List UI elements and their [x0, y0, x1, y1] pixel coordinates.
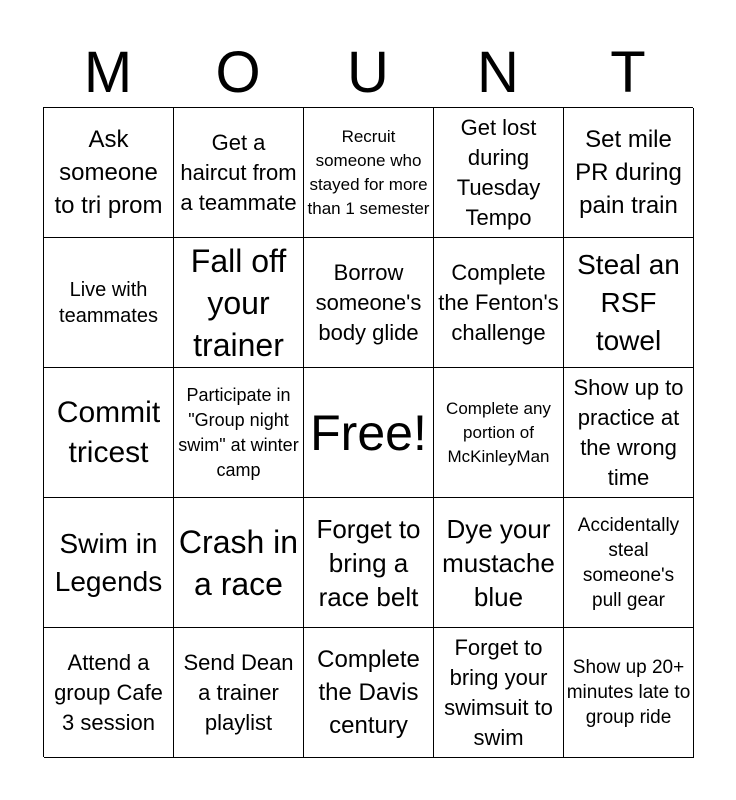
bingo-cell[interactable] [174, 628, 304, 758]
cell-text: Complete the Fenton's challenge [438, 259, 559, 345]
bingo-cell[interactable] [304, 238, 434, 368]
bingo-cell[interactable] [564, 108, 694, 238]
header-letter-t: T [610, 40, 646, 105]
cell-text: Show up 20+ minutes late to group ride [566, 657, 691, 728]
bingo-cell[interactable] [174, 108, 304, 238]
bingo-cell[interactable] [44, 628, 174, 758]
bingo-cell[interactable] [44, 498, 174, 628]
bingo-cell[interactable] [174, 238, 304, 368]
cell-text: Participate in "Group night swim" at winter camp [178, 384, 299, 480]
header-letter-o: O [215, 40, 261, 105]
cell-text: Send Dean a trainer playlist [183, 649, 294, 735]
cell-text: Live with teammates [59, 278, 158, 327]
bingo-cell[interactable] [44, 368, 174, 498]
cell-text: Accidentally steal someone's pull gear [577, 514, 680, 611]
header-letter-u: U [347, 40, 389, 105]
cell-text: Set mile PR during pain train [575, 126, 682, 219]
cell-text: Steal an RSF towel [577, 248, 680, 356]
bingo-cell[interactable] [564, 368, 694, 498]
cell-text: Complete any portion of McKinleyMan [446, 398, 551, 466]
free-space-text: Free! [310, 404, 427, 461]
bingo-cell[interactable] [434, 238, 564, 368]
cell-text: Forget to bring a race belt [316, 513, 421, 612]
cell-text: Attend a group Cafe 3 session [54, 649, 163, 735]
bingo-cell[interactable] [564, 498, 694, 628]
bingo-cell[interactable] [174, 368, 304, 498]
cell-text: Crash in a race [178, 523, 299, 602]
cell-text: Get a haircut from a teammate [180, 129, 297, 215]
cell-text: Forget to bring your swimsuit to swim [444, 634, 553, 750]
bingo-cell[interactable] [304, 628, 434, 758]
cell-text: Ask someone to tri prom [54, 126, 163, 219]
cell-text: Dye your mustache blue [442, 513, 555, 612]
bingo-cell[interactable] [564, 628, 694, 758]
bingo-cell[interactable] [174, 498, 304, 628]
bingo-cell[interactable] [304, 498, 434, 628]
bingo-cell[interactable] [564, 238, 694, 368]
header-letter-n: N [477, 40, 519, 105]
bingo-cell[interactable] [44, 238, 174, 368]
cell-text: Borrow someone's body glide [315, 259, 422, 345]
bingo-cell[interactable] [434, 368, 564, 498]
bingo-cell-free[interactable] [304, 368, 434, 498]
bingo-cell[interactable] [304, 108, 434, 238]
cell-text: Show up to practice at the wrong time [573, 374, 684, 490]
bingo-header [43, 38, 693, 108]
header-letter-m: M [83, 40, 133, 105]
bingo-cell[interactable] [434, 108, 564, 238]
cell-text: Complete the Davis century [317, 646, 420, 739]
bingo-cell[interactable] [44, 108, 174, 238]
cell-text: Swim in Legends [54, 527, 163, 597]
cell-text: Fall off your trainer [190, 242, 287, 363]
bingo-cell[interactable] [434, 498, 564, 628]
cell-text: Get lost during Tuesday Tempo [456, 114, 541, 230]
bingo-board [43, 107, 693, 757]
cell-text: Recruit someone who stayed for more than 1 semester [307, 126, 430, 218]
bingo-cell[interactable] [434, 628, 564, 758]
cell-text: Commit tricest [56, 395, 161, 469]
